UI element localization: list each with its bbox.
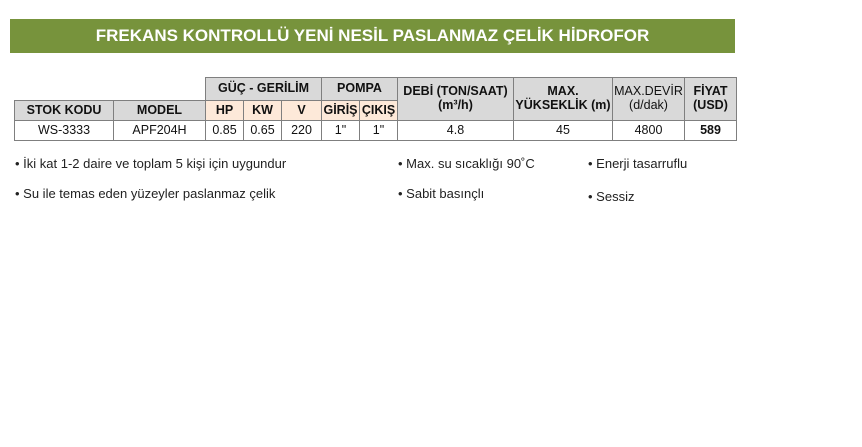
feature-item: • Max. su sıcaklığı 90˚C [398,156,535,171]
cell-inlet: 1" [321,120,360,141]
cell-model: APF204H [113,120,206,141]
header-price: FİYAT (USD) [684,77,737,121]
header-v: V [281,100,322,121]
header-outlet: ÇIKIŞ [359,100,398,121]
feature-item: • Su ile temas eden yüzeyler paslanmaz çelik [15,186,275,201]
page-title: FREKANS KONTROLLÜ YENİ NESİL PASLANMAZ ÇELİK HİDROFOR [10,19,735,53]
cell-hp: 0.85 [205,120,244,141]
cell-stock-code: WS-3333 [14,120,114,141]
cell-max-rpm: 4800 [612,120,685,141]
feature-item: • İki kat 1-2 daire ve toplam 5 kişi için uygundur [15,156,286,171]
feature-item: • Sessiz [588,189,634,204]
cell-outlet: 1" [359,120,398,141]
header-model: MODEL [113,100,206,121]
header-group-pump: POMPA [321,77,398,101]
cell-v: 220 [281,120,322,141]
cell-flow: 4.8 [397,120,514,141]
header-kw: KW [243,100,282,121]
header-max-head: MAX. YÜKSEKLİK (m) [513,77,613,121]
feature-item: • Enerji tasarruflu [588,156,687,171]
header-flow: DEBİ (TON/SAAT) (m³/h) [397,77,514,121]
cell-kw: 0.65 [243,120,282,141]
cell-max-head: 45 [513,120,613,141]
header-max-rpm: MAX.DEVİR (d/dak) [612,77,685,121]
header-hp: HP [205,100,244,121]
header-group-power: GÜÇ - GERİLİM [205,77,322,101]
cell-price: 589 [684,120,737,141]
feature-item: • Sabit basınçlı [398,186,484,201]
header-inlet: GİRİŞ [321,100,360,121]
header-stock-code: STOK KODU [14,100,114,121]
